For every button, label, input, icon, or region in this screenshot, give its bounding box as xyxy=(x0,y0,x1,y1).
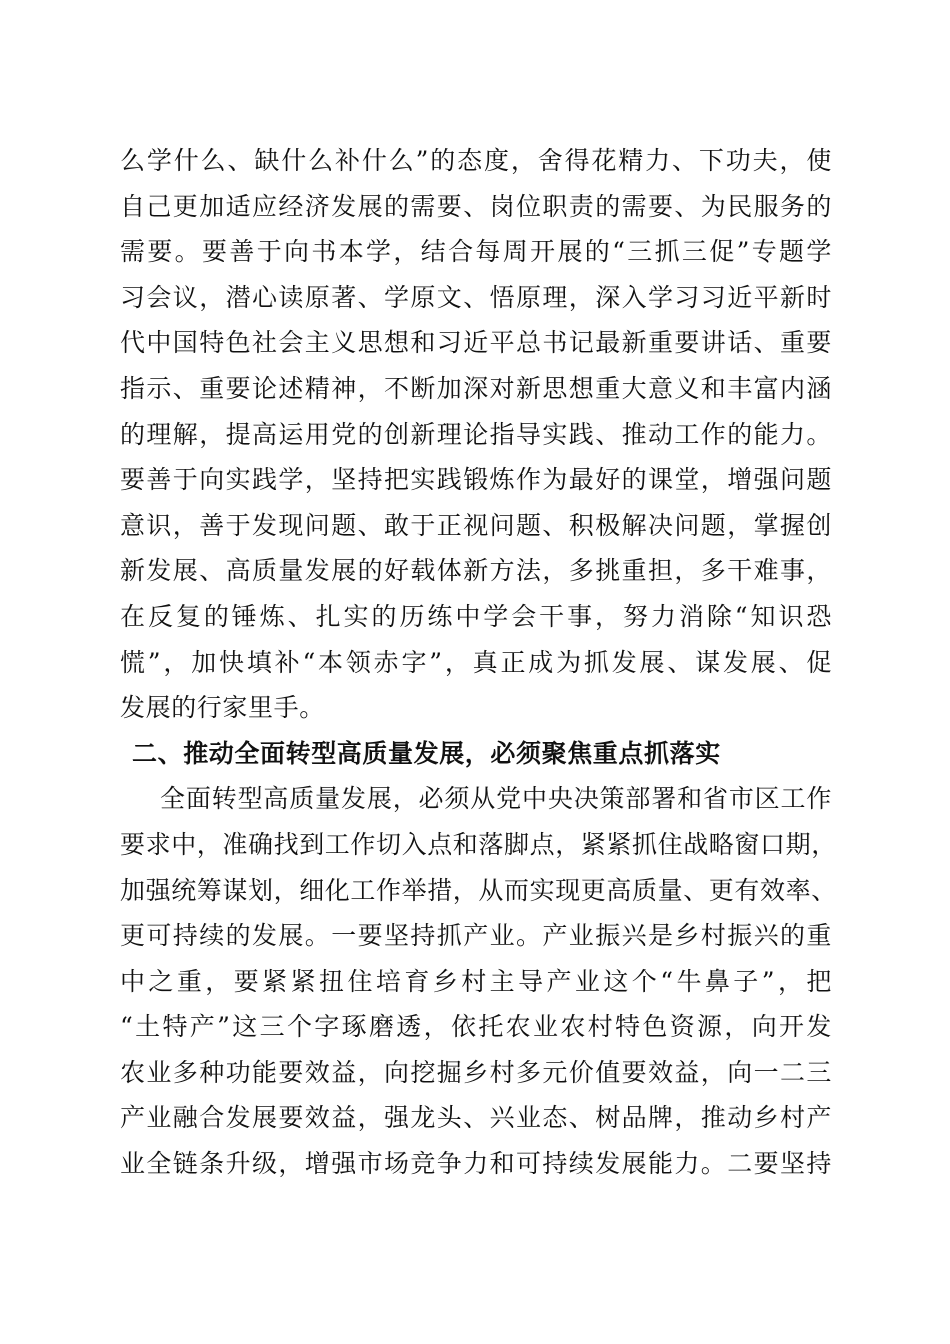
section-heading: 二、推动全面转型高质量发展，必须聚焦重点抓落实 xyxy=(132,738,721,768)
paragraph-1 xyxy=(120,138,832,731)
text-line: 自己更加适应经济发展的需要、岗位职责的需要、为民服务的 xyxy=(120,191,832,221)
document-page xyxy=(120,138,837,1187)
text-line: 需要。要善于向书本学，结合每周开展的“三抓三促”专题学 xyxy=(120,237,832,267)
text-line: 要求中，准确找到工作切入点和落脚点，紧紧抓住战略窗口期， xyxy=(120,829,837,859)
text-line: 指示、重要论述精神，不断加深对新思想重大意义和丰富内涵 xyxy=(120,373,832,403)
text-line: 意识，善于发现问题、敢于正视问题、积极解决问题，掌握创 xyxy=(120,510,832,540)
text-line: 的理解，提高运用党的创新理论指导实践、推动工作的能力。 xyxy=(120,419,832,449)
text-line: 慌”，加快填补“本领赤字”，真正成为抓发展、谋发展、促 xyxy=(120,647,832,677)
text-line: 新发展、高质量发展的好载体新方法，多挑重担，多干难事， xyxy=(120,556,832,586)
text-line: 全面转型高质量发展，必须从党中央决策部署和省市区工作 xyxy=(160,784,832,814)
text-line: 要善于向实践学，坚持把实践锻炼作为最好的课堂，增强问题 xyxy=(120,465,832,495)
text-line: 农业多种功能要效益，向挖掘乡村多元价值要效益，向一二三 xyxy=(120,1057,832,1087)
text-line: 在反复的锤炼、扎实的历练中学会干事，努力消除“知识恐 xyxy=(120,601,832,631)
text-line: 更可持续的发展。一要坚持抓产业。产业振兴是乡村振兴的重 xyxy=(120,921,832,951)
text-line: 发展的行家里手。 xyxy=(120,693,325,723)
text-line: 中之重，要紧紧扭住培育乡村主导产业这个“牛鼻子”，把 xyxy=(120,966,832,996)
text-line: “土特产”这三个字琢磨透，依托农业农村特色资源，向开发 xyxy=(120,1012,832,1042)
text-line: 习会议，潜心读原著、学原文、悟原理，深入学习习近平新时 xyxy=(120,282,832,312)
paragraph-2 xyxy=(120,776,837,1186)
text-line: 业全链条升级，增强市场竞争力和可持续发展能力。二要坚持 xyxy=(120,1149,832,1179)
text-line: 产业融合发展要效益，强龙头、兴业态、树品牌，推动乡村产 xyxy=(120,1103,832,1133)
text-line: 代中国特色社会主义思想和习近平总书记最新重要讲话、重要 xyxy=(120,328,832,358)
text-line: 么学什么、缺什么补什么”的态度，舍得花精力、下功夫，使 xyxy=(120,146,832,175)
text-line: 加强统筹谋划，细化工作举措，从而实现更高质量、更有效率、 xyxy=(120,875,837,905)
